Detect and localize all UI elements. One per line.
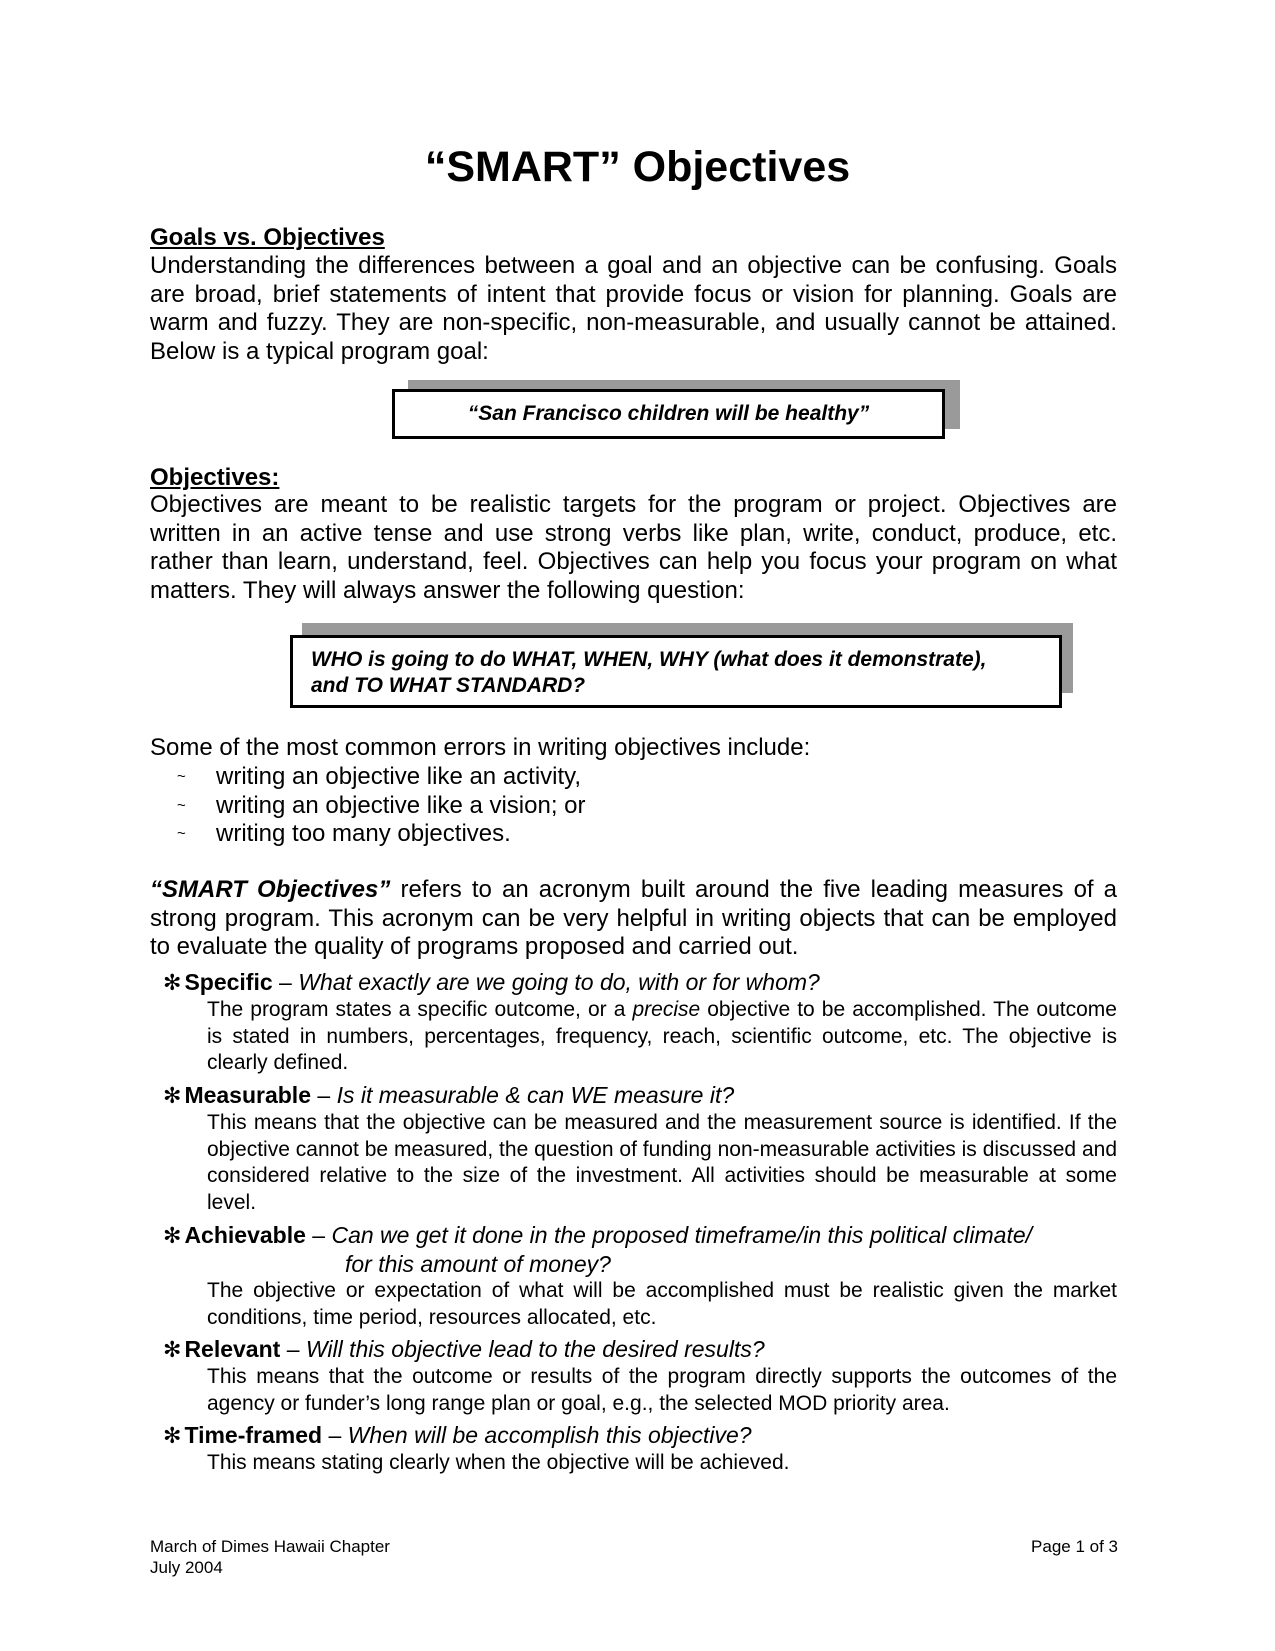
asterisk-icon: ✻ bbox=[163, 1423, 182, 1448]
page-title: “SMART” Objectives bbox=[424, 143, 851, 191]
criterion-name: Time-framed bbox=[184, 1422, 323, 1448]
tilde-bullet: ~ bbox=[177, 825, 186, 842]
asterisk-icon: ✻ bbox=[163, 1337, 182, 1362]
criterion-body-text: The program states a specific outcome, or a bbox=[207, 998, 633, 1021]
footer-left bbox=[150, 1536, 390, 1578]
footer-org: March of Dimes Hawaii Chapter bbox=[150, 1537, 390, 1556]
smart-term: “SMART Objectives” bbox=[150, 876, 391, 903]
criterion-name: Specific bbox=[184, 969, 273, 995]
smart-intro-paragraph bbox=[150, 876, 1117, 962]
smart-intro-text: refers to an acronym built around the five leading measures of a strong program. This acronym can be very helpful in writing objects that can be employed to evaluate the quality of programs proposed and carried out. bbox=[150, 876, 1118, 960]
asterisk-icon: ✻ bbox=[163, 970, 182, 995]
objectives-paragraph: Objectives are meant to be realistic targets for the program or project. Objectives are written in an active tense and use strong verbs like plan, write, conduct, produce, etc. rather than learn, understand, feel. Objectives can help you focus your program on what matters. They will always answer the following question: bbox=[150, 491, 1117, 604]
criterion-body: This means that the objective can be measured and the measurement source is identified. If the objective cannot be measured, the question of funding non-measurable activities is discussed and considered relative to the size of the investment. All activities should be measurable at some level. bbox=[207, 1111, 1117, 1214]
criterion-question: What exactly are we going to do, with or for whom? bbox=[298, 969, 820, 995]
criterion-achievable bbox=[163, 1221, 1123, 1331]
criterion-body-emphasis: precise bbox=[632, 998, 701, 1021]
criterion-question: Will this objective lead to the desired results? bbox=[305, 1336, 765, 1362]
goal-callout-box bbox=[392, 389, 945, 439]
criterion-question: When will be accomplish this objective? bbox=[347, 1422, 752, 1448]
criterion-dash: – bbox=[311, 1082, 337, 1108]
criterion-question: Can we get it done in the proposed timeframe/in this political climate/ bbox=[331, 1222, 1033, 1248]
criterion-specific bbox=[163, 968, 1123, 1077]
goal-callout-text: “San Francisco children will be healthy” bbox=[467, 402, 870, 425]
criterion-body bbox=[207, 997, 1117, 1077]
criterion-question: Is it measurable & can WE measure it? bbox=[336, 1082, 735, 1108]
error-item-text: writing an objective like a vision; or bbox=[216, 791, 586, 819]
criterion-heading bbox=[163, 968, 1123, 997]
question-callout-box bbox=[290, 635, 1062, 708]
criterion-question-continued: for this amount of money? bbox=[345, 1251, 611, 1277]
footer-page-number: Page 1 of 3 bbox=[1031, 1537, 1118, 1556]
criterion-heading bbox=[163, 1221, 1123, 1278]
criterion-body: The objective or expectation of what will be accomplished must be realistic given the market conditions, time period, resources allocated, etc. bbox=[207, 1279, 1117, 1329]
list-item bbox=[150, 820, 586, 849]
criterion-dash: – bbox=[322, 1422, 348, 1448]
list-item bbox=[150, 792, 586, 821]
errors-intro: Some of the most common errors in writing objectives include: bbox=[150, 734, 811, 761]
criterion-relevant bbox=[163, 1335, 1123, 1417]
errors-list bbox=[150, 763, 586, 849]
criterion-dash: – bbox=[280, 1336, 306, 1362]
goals-paragraph: Understanding the differences between a goal and an objective can be confusing. Goals are broad, brief statements of intent that provide focus or vision for planning. Goals are warm and fuzzy. They are non-specific, non-measurable, and usually cannot be attained. Below is a typical program goal: bbox=[150, 252, 1117, 365]
goals-heading: Goals vs. Objectives bbox=[150, 224, 385, 251]
criterion-heading bbox=[163, 1081, 1123, 1110]
criterion-heading bbox=[163, 1335, 1123, 1364]
tilde-bullet: ~ bbox=[177, 768, 186, 785]
criterion-dash: – bbox=[305, 1222, 332, 1248]
criterion-body-text: objective to be accomplished. The outcome is stated in numbers, percentages, frequency, reach, scientific outcome, etc. The objective is clearly defined. bbox=[207, 998, 1117, 1074]
footer-date: July 2004 bbox=[150, 1558, 223, 1577]
criterion-body: This means that the outcome or results of the program directly supports the outcomes of the agency or funder’s long range plan or goal, e.g., the selected MOD priority area. bbox=[207, 1365, 1117, 1415]
criterion-dash: – bbox=[272, 969, 299, 995]
objectives-heading: Objectives: bbox=[150, 464, 280, 491]
criterion-body: This means stating clearly when the objective will be achieved. bbox=[207, 1451, 790, 1474]
asterisk-icon: ✻ bbox=[163, 1083, 182, 1108]
list-item bbox=[150, 763, 586, 792]
criterion-heading bbox=[163, 1421, 1123, 1450]
criterion-name: Measurable bbox=[184, 1082, 311, 1108]
question-callout-line-2: and TO WHAT STANDARD? bbox=[311, 674, 586, 697]
tilde-bullet: ~ bbox=[177, 796, 186, 814]
criterion-name: Achievable bbox=[184, 1222, 306, 1248]
criterion-name: Relevant bbox=[184, 1336, 281, 1362]
error-item-text: writing too many objectives. bbox=[216, 820, 511, 847]
error-item-text: writing an objective like an activity, bbox=[216, 763, 582, 790]
asterisk-icon: ✻ bbox=[163, 1223, 182, 1248]
criterion-measurable bbox=[163, 1081, 1123, 1216]
question-callout-line-1: WHO is going to do WHAT, WHEN, WHY (what does it demonstrate), bbox=[311, 648, 987, 671]
criterion-time-framed bbox=[163, 1421, 1123, 1477]
